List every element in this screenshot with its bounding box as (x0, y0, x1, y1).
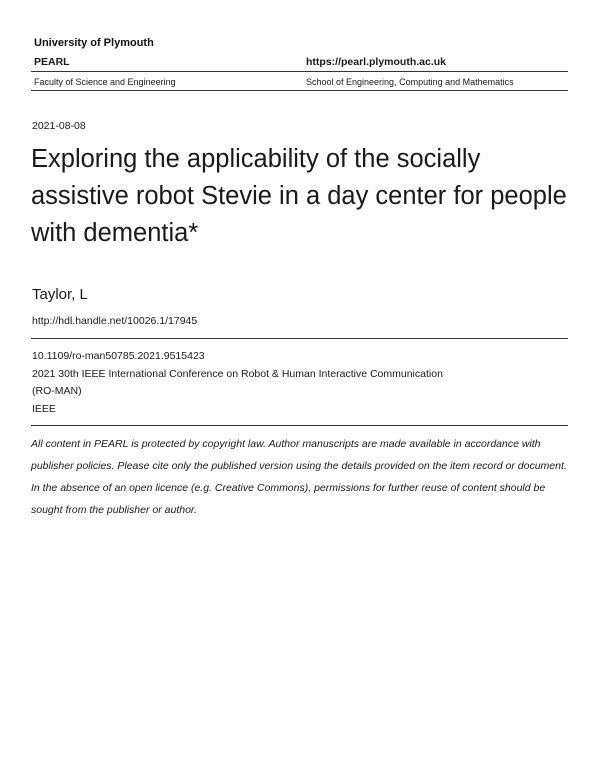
copyright-notice: All content in PEARL is protected by copyright law. Author manuscripts are made available in accordance with publisher policies. Please cite only the published version using the details provided on the item record or document. In the absence of an open licence (e.g. Creative Commons), permissions for further reuse of content should be sought from the publisher or author. (31, 438, 567, 516)
publisher: IEEE (32, 402, 56, 415)
repository-name: PEARL (34, 56, 70, 68)
publication-details (32, 348, 443, 418)
university-name: University of Plymouth (34, 37, 154, 49)
publication-divider-bottom (31, 425, 568, 426)
header-divider-top (31, 71, 568, 72)
venue-line-2: (RO-MAN) (32, 385, 82, 397)
doi[interactable]: 10.1109/ro-man50785.2021.9515423 (32, 350, 205, 362)
faculty-name: Faculty of Science and Engineering (34, 77, 176, 87)
header-divider-bottom (31, 90, 568, 91)
venue-line-1: 2021 30th IEEE International Conference on Robot & Human Interactive Communication (32, 367, 443, 380)
document-title: Exploring the applicability of the socially assistive robot Stevie in a day center for people with dementia* (31, 145, 567, 247)
publication-divider-top (31, 338, 568, 339)
record-date: 2021-08-08 (32, 120, 86, 132)
repository-url-link[interactable]: https://pearl.plymouth.ac.uk (306, 56, 447, 68)
author-name: Taylor, L (32, 286, 88, 303)
school-name: School of Engineering, Computing and Mathematics (306, 77, 514, 87)
handle-link[interactable]: http://hdl.handle.net/10026.1/17945 (32, 315, 198, 327)
